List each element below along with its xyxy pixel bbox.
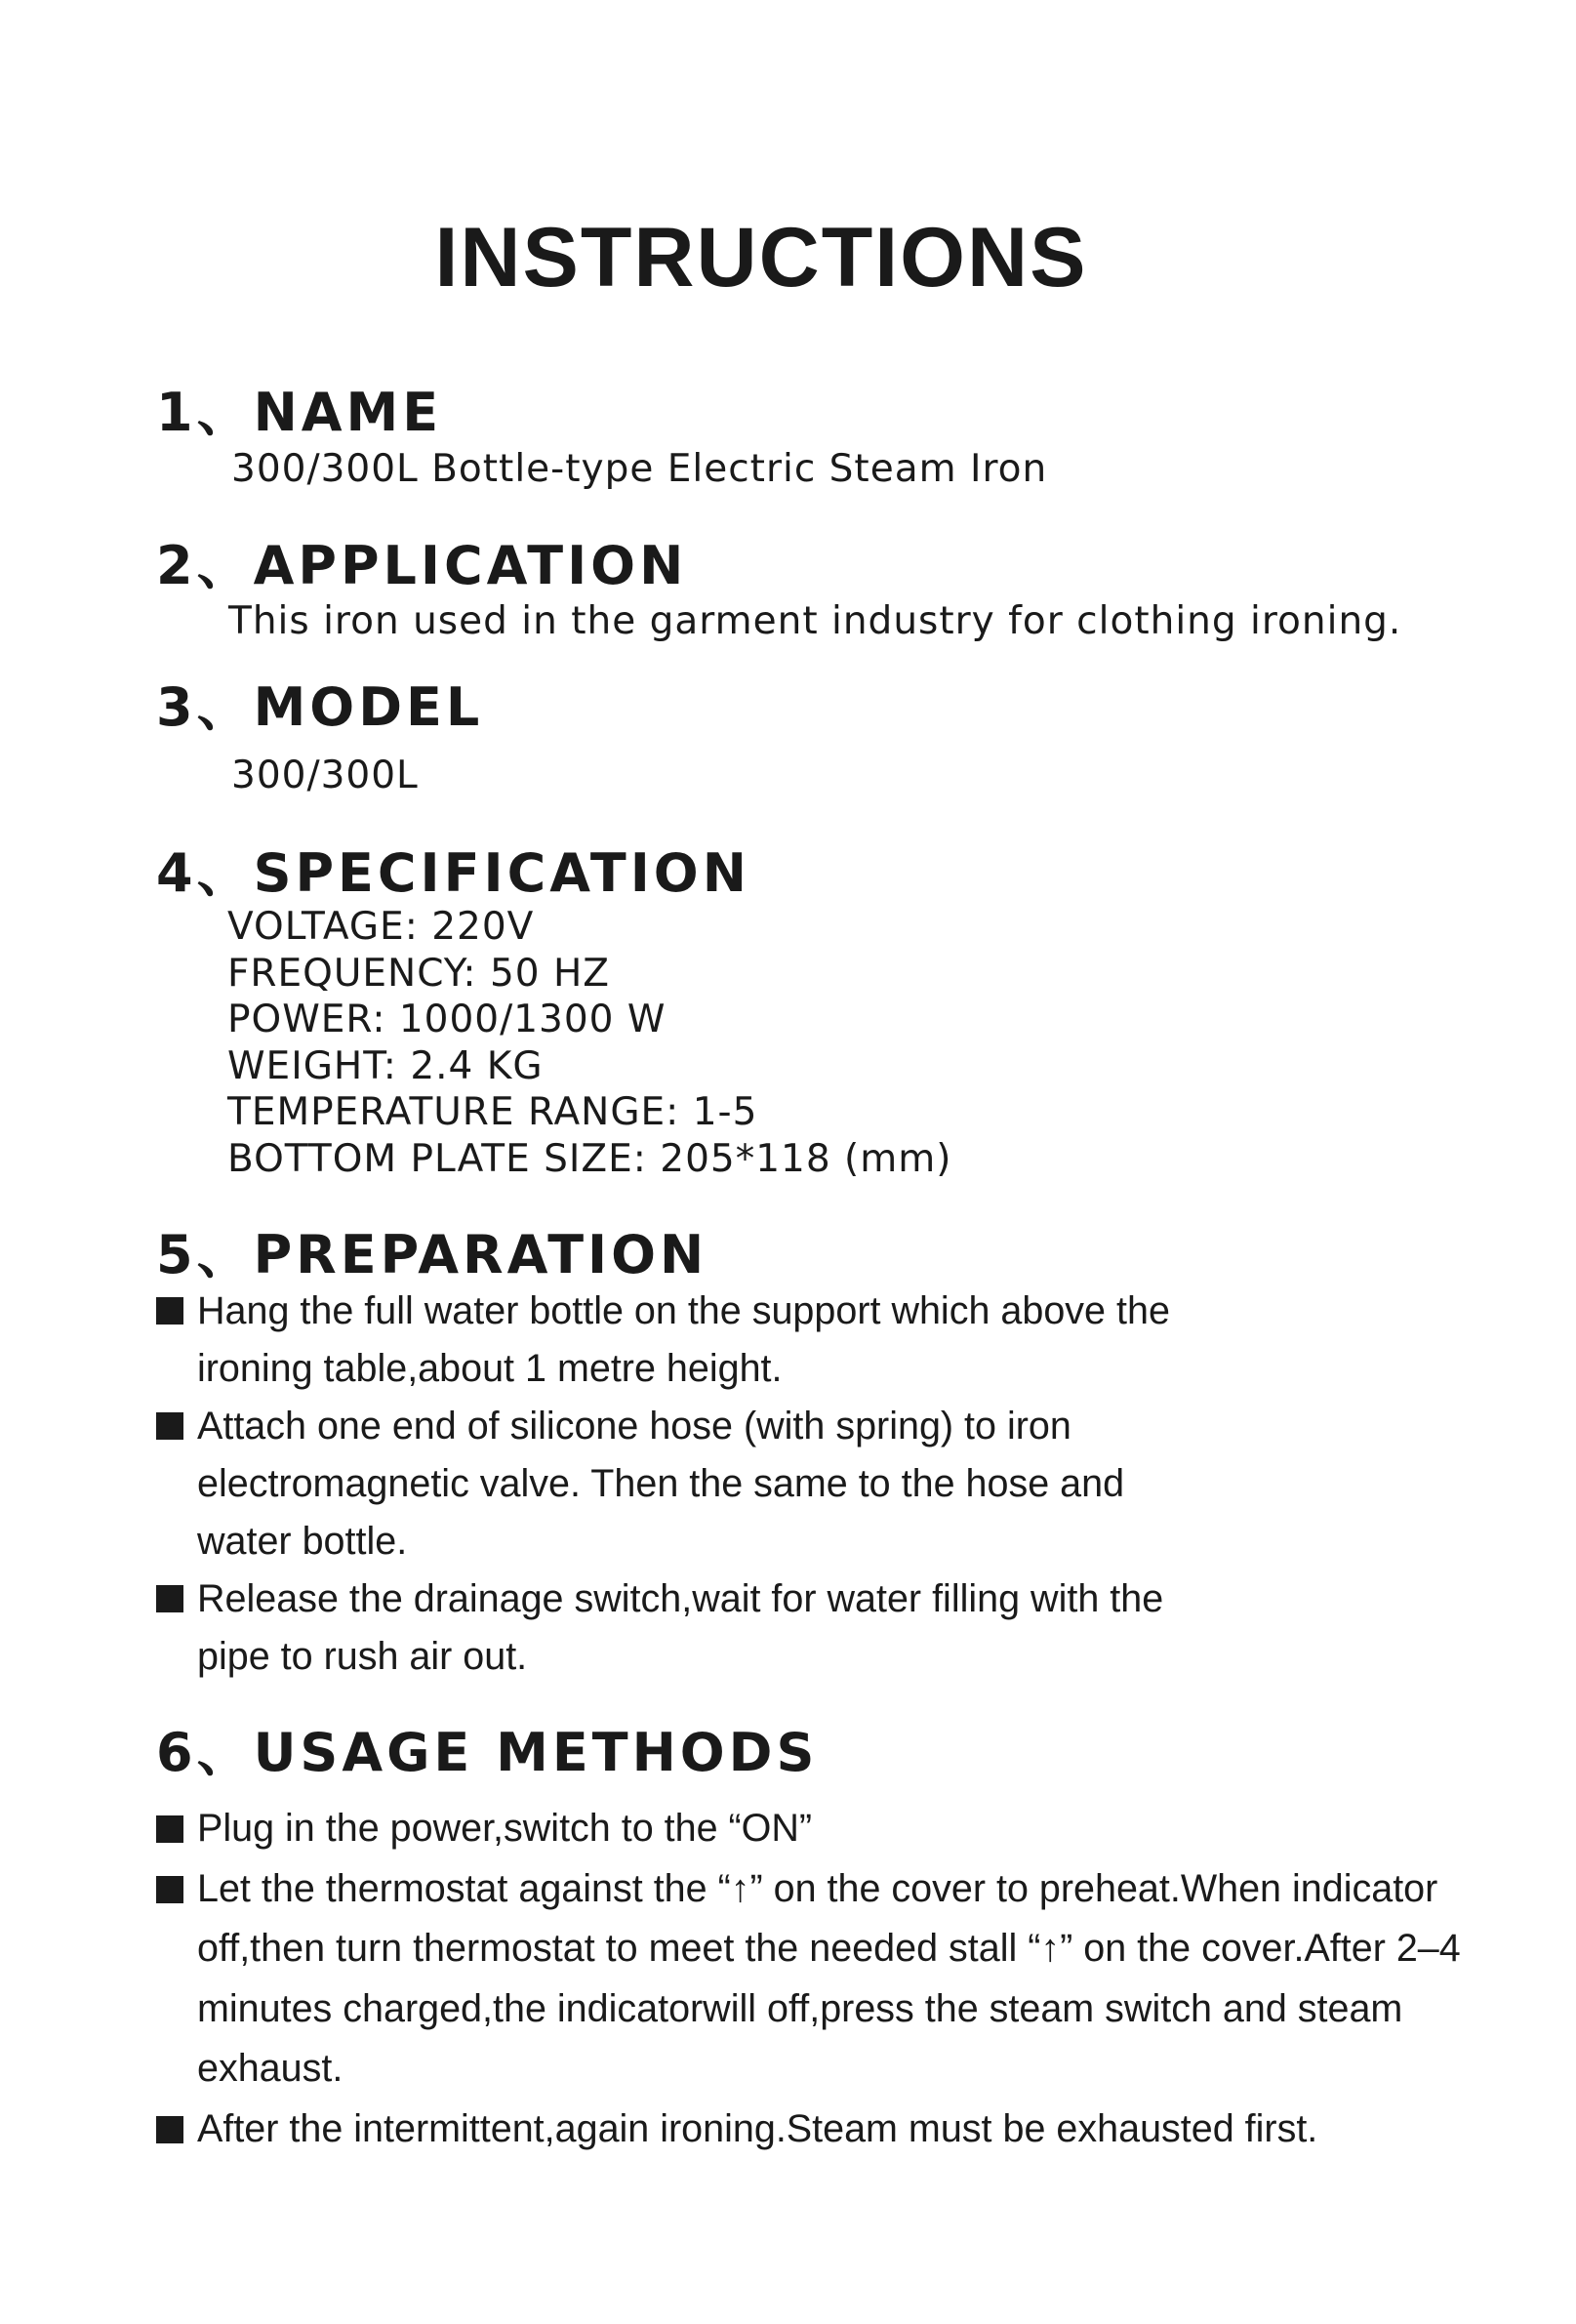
square-bullet-icon	[156, 1876, 183, 1903]
list-item	[156, 1799, 1544, 1859]
section-heading-preparation: 5、PREPARATION	[156, 1224, 708, 1285]
list-item-text: Plug in the power,switch to the “ON”	[197, 1807, 813, 1850]
preparation-list	[156, 1283, 1522, 1686]
list-item	[156, 1283, 1222, 1398]
list-item-text: After the intermittent,again ironing.Steam must be exhausted first.	[197, 2106, 1318, 2150]
spec-bottom-plate-size: BOTTOM PLATE SIZE: 205*118 (mm)	[227, 1136, 952, 1181]
model-text: 300/300L	[231, 754, 419, 797]
list-item-text: Let the thermostat against the “↑” on the cover to preheat.When indicator off,then turn thermostat to meet the needed stall “↑” on the cover.After 2–4 minutes charged,the indicatorwill off,press the steam switch and steam exhaust.	[197, 1866, 1461, 2090]
section-heading-usage-methods: 6、USAGE METHODS	[156, 1722, 819, 1783]
square-bullet-icon	[156, 1297, 183, 1325]
list-item-text: Release the drainage switch,wait for water filling with the pipe to rush air out.	[197, 1577, 1164, 1678]
usage-methods-list	[156, 1799, 1522, 2159]
square-bullet-icon	[156, 1585, 183, 1612]
list-item	[156, 2100, 1544, 2160]
spec-power: POWER: 1000/1300 W	[227, 998, 667, 1041]
section-heading-name: 1、NAME	[156, 382, 443, 443]
spec-frequency: FREQUENCY: 50 HZ	[227, 951, 611, 996]
section-heading-application: 2、APPLICATION	[156, 535, 688, 596]
list-item	[156, 1859, 1544, 2100]
list-item	[156, 1398, 1192, 1570]
application-text: This iron used in the garment industry for clothing ironing.	[228, 599, 1402, 643]
spec-voltage: VOLTAGE: 220V	[227, 905, 535, 949]
section-heading-model: 3、MODEL	[156, 676, 484, 738]
list-item-text: Attach one end of silicone hose (with spring) to iron electromagnetic valve. Then the same to the hose and water bottle.	[197, 1405, 1125, 1563]
square-bullet-icon	[156, 1815, 183, 1843]
page-title: INSTRUCTIONS	[434, 211, 1088, 305]
specification-list	[227, 904, 951, 1182]
square-bullet-icon	[156, 1412, 183, 1440]
square-bullet-icon	[156, 2116, 183, 2143]
spec-weight: WEIGHT: 2.4 KG	[227, 1043, 544, 1088]
product-name: 300/300L Bottle-type Electric Steam Iron	[231, 447, 1048, 491]
spec-temperature-range: TEMPERATURE RANGE: 1-5	[227, 1090, 758, 1134]
list-item	[156, 1570, 1232, 1686]
section-heading-specification: 4、SPECIFICATION	[156, 842, 750, 904]
list-item-text: Hang the full water bottle on the support which above the ironing table,about 1 metre height.	[197, 1289, 1170, 1390]
